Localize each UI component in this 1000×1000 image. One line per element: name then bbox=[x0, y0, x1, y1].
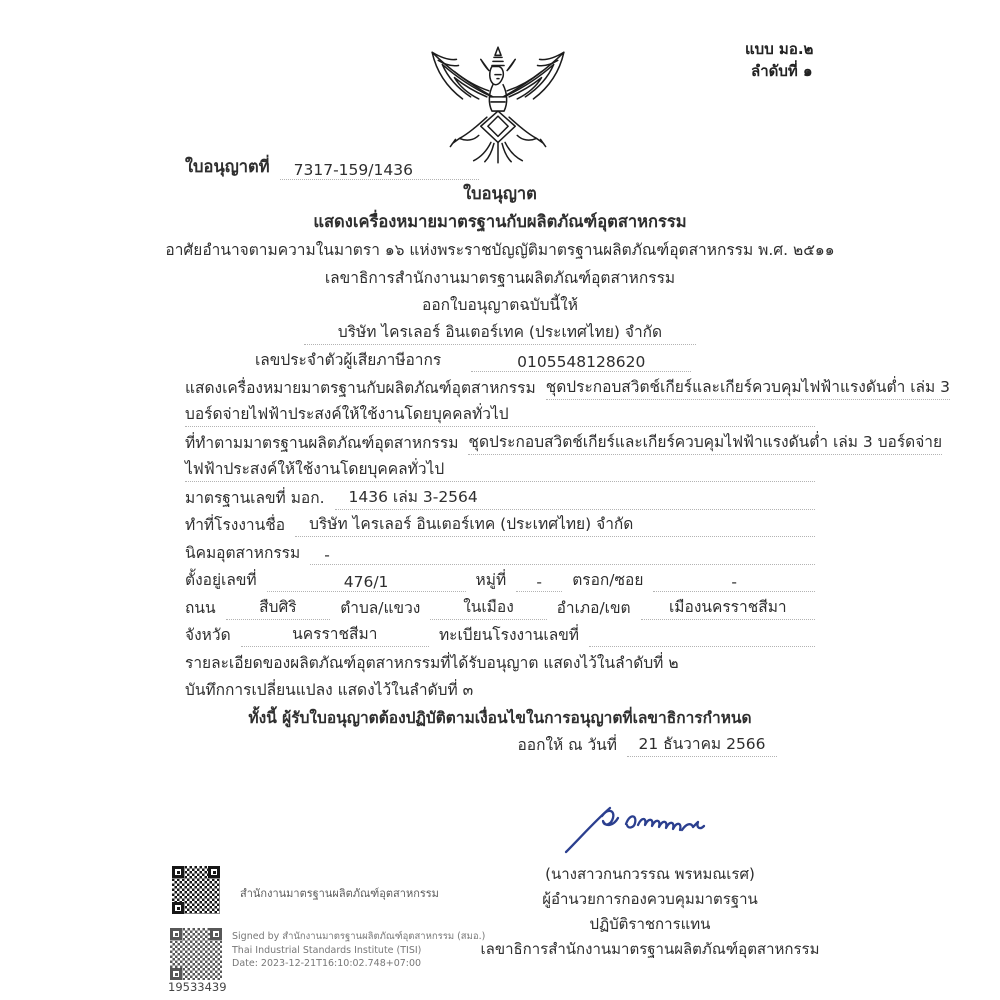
issued-date-label: ออกให้ ณ วันที่ bbox=[517, 736, 617, 754]
subdistrict-value: ในเมือง bbox=[430, 594, 546, 620]
tax-id-row bbox=[185, 348, 815, 376]
standard-label: ที่ทำตามมาตรฐานผลิตภัณฑ์อุตสาหกรรม bbox=[185, 433, 459, 452]
district-value: เมืองนครราชสีมา bbox=[641, 594, 815, 620]
signatory-name: (นางสาวกนกวรรณ พรหมณเรศ) bbox=[545, 865, 755, 883]
standard-row-1 bbox=[185, 430, 943, 458]
document-subtitle: แสดงเครื่องหมายมาตรฐานกับผลิตภัณฑ์อุตสาหกรรม bbox=[313, 211, 687, 231]
qr-finder-icon bbox=[210, 928, 222, 940]
province-value: นครราชสีมา bbox=[241, 621, 429, 647]
road-label: ถนน bbox=[185, 598, 216, 617]
form-code-block bbox=[745, 38, 813, 82]
qr-finder-icon bbox=[172, 866, 184, 878]
soi-label: ตรอก/ซอย bbox=[572, 571, 644, 589]
address-no-value: 476/1 bbox=[267, 573, 466, 592]
subdistrict-label: ตำบล/แขวง bbox=[340, 598, 421, 617]
factory-name-value: บริษัท ไครเลอร์ อินเตอร์เทค (ประเทศไทย) จำกัด bbox=[295, 511, 815, 537]
detail-note-row: รายละเอียดของผลิตภัณฑ์อุตสาหกรรมที่ได้รับอนุญาต แสดงไว้ในลำดับที่ ๒ bbox=[185, 653, 679, 672]
standard-number-value: 1436 เล่ม 3-2564 bbox=[335, 484, 815, 510]
form-code-line1: แบบ มอ.๒ bbox=[745, 40, 814, 58]
province-label: จังหวัด bbox=[185, 626, 231, 644]
factory-name-row bbox=[185, 513, 815, 541]
signature-block bbox=[460, 800, 840, 962]
intro-line-3: ออกใบอนุญาตฉบับนี้ให้ bbox=[422, 296, 578, 314]
institute-line: Thai Industrial Standards Institute (TISI) bbox=[232, 944, 422, 956]
moo-label: หมู่ที่ bbox=[475, 571, 507, 589]
mark-value-line2: บอร์ดจ่ายไฟฟ้าประสงค์ให้ใช้งานโดยบุคคลทั่วไป bbox=[185, 401, 815, 427]
industrial-estate-row bbox=[185, 540, 815, 568]
mark-label: แสดงเครื่องหมายมาตรฐานกับผลิตภัณฑ์อุตสาหกรรม bbox=[185, 378, 536, 397]
address-no-label: ตั้งอยู่เลขที่ bbox=[185, 571, 257, 589]
intro-line-2: เลขาธิการสำนักงานมาตรฐานผลิตภัณฑ์อุตสาหกรรม bbox=[324, 268, 676, 287]
moo-value: - bbox=[516, 573, 562, 592]
mark-value-line1: ชุดประกอบสวิตช์เกียร์และเกียร์ควบคุมไฟฟ้าแรงดันต่ำ เล่ม 3 bbox=[546, 374, 950, 400]
address-row-2 bbox=[185, 595, 815, 623]
signatory-title-3: เลขาธิการสำนักงานมาตรฐานผลิตภัณฑ์อุตสาหกรรม bbox=[480, 940, 820, 958]
tax-id-value: 0105548128620 bbox=[471, 353, 691, 372]
license-number-label: ใบอนุญาตที่ bbox=[185, 156, 270, 176]
company-name-row bbox=[185, 320, 815, 348]
garuda-emblem-icon bbox=[422, 46, 574, 168]
qr-serial-number: 19533439 bbox=[168, 980, 227, 994]
document-body bbox=[165, 155, 951, 760]
standard-value-line2: ไฟฟ้าประสงค์ให้ใช้งานโดยบุคคลทั่วไป bbox=[185, 456, 815, 482]
district-label: อำเภอ/เขต bbox=[556, 598, 631, 617]
issued-date-value: 21 ธันวาคม 2566 bbox=[627, 731, 777, 757]
road-value: สืบศิริ bbox=[226, 594, 331, 620]
company-name: บริษัท ไครเลอร์ อินเตอร์เทค (ประเทศไทย) จำกัด bbox=[304, 319, 696, 345]
standard-row-2 bbox=[185, 458, 815, 486]
condition-note-row: ทั้งนี้ ผู้รับใบอนุญาตต้องปฏิบัติตามเงื่อนไขในการอนุญาตที่เลขาธิการกำหนด bbox=[248, 708, 752, 727]
license-number-row bbox=[185, 155, 815, 183]
digital-signature-text bbox=[232, 930, 485, 971]
address-row-3 bbox=[185, 623, 815, 651]
standard-number-row bbox=[185, 485, 815, 513]
soi-value: - bbox=[653, 573, 815, 592]
signature-icon bbox=[560, 800, 740, 858]
qr-finder-icon bbox=[172, 902, 184, 914]
qr1-caption: สำนักงานมาตรฐานผลิตภัณฑ์อุตสาหกรรม bbox=[240, 887, 439, 900]
qr-finder-icon bbox=[208, 866, 220, 878]
industrial-estate-value: - bbox=[310, 546, 815, 565]
license-number-value: 7317-159/1436 bbox=[280, 161, 479, 180]
factory-name-label: ทำที่โรงงานชื่อ bbox=[185, 516, 286, 534]
mark-row-2 bbox=[185, 403, 815, 431]
tax-id-label: เลขประจำตัวผู้เสียภาษีอากร bbox=[255, 351, 442, 369]
address-row-1 bbox=[185, 568, 815, 596]
signed-date-line: Date: 2023-12-21T16:10:02.748+07:00 bbox=[232, 958, 422, 969]
mark-row-1 bbox=[185, 375, 951, 403]
qr-finder-icon bbox=[170, 968, 182, 980]
signatory-title-2: ปฏิบัติราชการแทน bbox=[589, 915, 711, 933]
standard-value-line1: ชุดประกอบสวิตช์เกียร์และเกียร์ควบคุมไฟฟ้าแรงดันต่ำ เล่ม 3 บอร์ดจ่าย bbox=[468, 429, 942, 455]
issued-date-row bbox=[185, 733, 815, 761]
document-title: ใบอนุญาต bbox=[463, 184, 537, 203]
factory-reg-value bbox=[589, 646, 815, 647]
qr-finder-icon bbox=[170, 928, 182, 940]
factory-reg-label: ทะเบียนโรงงานเลขที่ bbox=[438, 626, 580, 644]
digital-signature-qr-code-icon bbox=[170, 928, 222, 980]
change-note-row: บันทึกการเปลี่ยนแปลง แสดงไว้ในลำดับที่ ๓ bbox=[185, 681, 474, 699]
signed-by-line: Signed by สำนักงานมาตรฐานผลิตภัณฑ์อุตสาหกรรม (สมอ.) bbox=[232, 931, 486, 942]
intro-line-1: อาศัยอำนาจตามความในมาตรา ๑๖ แห่งพระราชบัญญัติมาตรฐานผลิตภัณฑ์อุตสาหกรรม พ.ศ. ๒๕๑๑ bbox=[165, 241, 835, 259]
signatory-title-1: ผู้อำนวยการกองควบคุมมาตรฐาน bbox=[542, 890, 758, 908]
qr-code-icon bbox=[172, 866, 220, 914]
standard-number-label: มาตรฐานเลขที่ มอก. bbox=[185, 488, 325, 507]
industrial-estate-label: นิคมอุตสาหกรรม bbox=[185, 543, 301, 562]
form-code-line2: ลำดับที่ ๑ bbox=[751, 62, 813, 80]
